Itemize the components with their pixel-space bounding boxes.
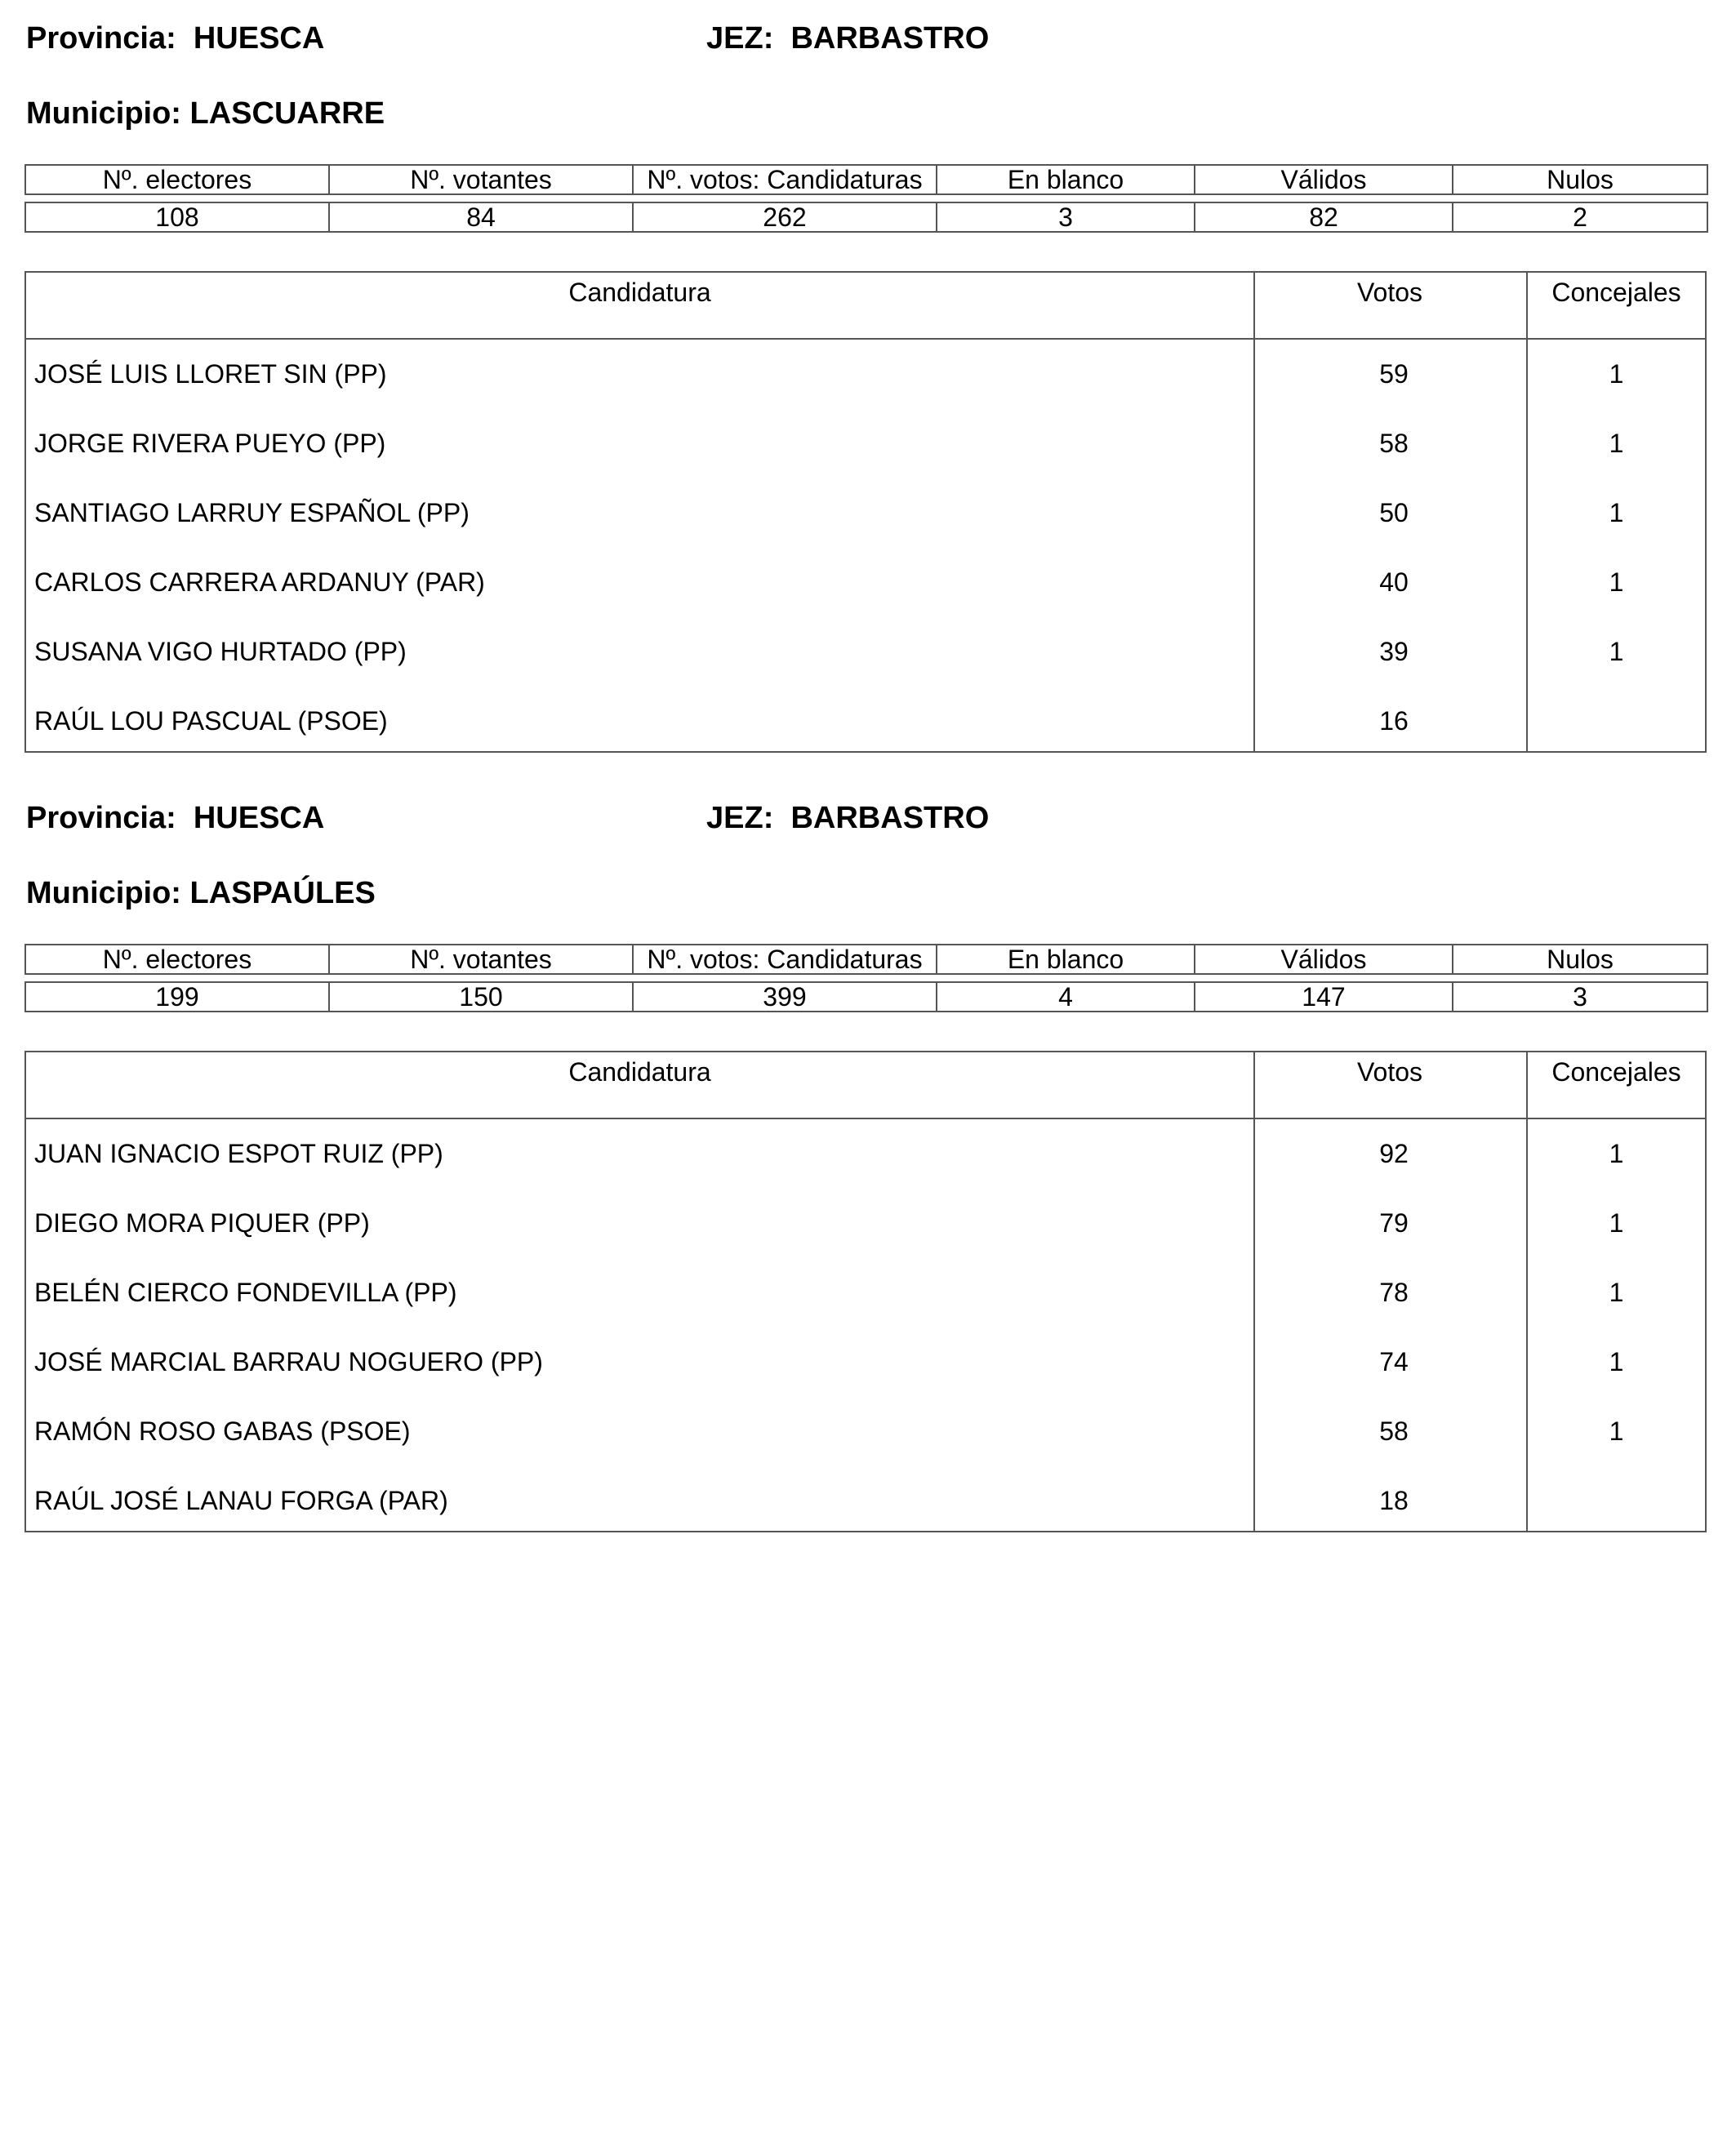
summary-value-en-blanco: 3 [937,202,1195,232]
summary-table [24,944,1708,1012]
summary-header-votos-candidaturas: Nº. votos: Candidaturas [633,945,937,974]
candidate-concejales: 1 [1609,1416,1624,1446]
results-header-concejales: Concejales [1551,278,1681,307]
candidate-row [26,1395,1705,1465]
candidate-concejales: 1 [1609,1347,1624,1376]
candidate-concejales: 1 [1609,429,1624,458]
candidate-name: SANTIAGO LARRUY ESPAÑOL (PP) [34,498,470,527]
results-header-row [26,1052,1705,1119]
summary-header-en-blanco: En blanco [937,945,1195,974]
summary-value-electores: 199 [25,982,329,1012]
summary-value-nulos: 3 [1453,982,1707,1012]
provincia-label: Provincia: [26,801,176,835]
candidate-row [26,1118,1705,1187]
candidate-name: RAMÓN ROSO GABAS (PSOE) [34,1416,411,1446]
candidate-concejales: 1 [1609,359,1624,389]
candidate-votes: 40 [1379,567,1409,597]
candidate-row [26,338,1705,407]
candidate-row [26,546,1705,616]
candidate-votes: 39 [1379,637,1409,666]
summary-header-votos-candidaturas: Nº. votos: Candidaturas [633,165,937,194]
jez-heading [706,803,989,834]
jez-value: BARBASTRO [790,21,990,56]
candidate-concejales: 1 [1609,567,1624,597]
candidate-name: DIEGO MORA PIQUER (PP) [34,1208,370,1238]
results-header-votos: Votos [1356,278,1423,307]
summary-table [24,164,1708,233]
candidate-row [26,616,1705,685]
summary-header-electores: Nº. electores [25,945,329,974]
provincia-heading [26,23,324,54]
summary-value-electores: 108 [25,202,329,232]
candidate-concejales: 1 [1609,1139,1624,1168]
candidate-name: RAÚL JOSÉ LANAU FORGA (PAR) [34,1486,448,1515]
candidate-row [26,1326,1705,1395]
results-header-candidatura: Candidatura [568,278,711,307]
jez-heading [706,23,989,54]
candidate-votes: 79 [1379,1208,1409,1238]
summary-value-votantes: 150 [329,982,633,1012]
summary-header-validos: Válidos [1195,945,1453,974]
results-header-concejales: Concejales [1551,1057,1681,1087]
candidate-name: JUAN IGNACIO ESPOT RUIZ (PP) [34,1139,443,1168]
summary-value-votantes: 84 [329,202,633,232]
provincia-value: HUESCA [193,21,325,56]
candidate-row [26,1187,1705,1256]
jez-label: JEZ: [706,801,774,835]
summary-header-row [25,945,1707,974]
summary-header-row [25,165,1707,194]
summary-value-votos-candidaturas: 399 [633,982,937,1012]
summary-header-votantes: Nº. votantes [329,165,633,194]
candidate-votes: 92 [1379,1139,1409,1168]
results-header-candidatura: Candidatura [568,1057,711,1087]
summary-header-en-blanco: En blanco [937,165,1195,194]
candidate-name: JORGE RIVERA PUEYO (PP) [34,429,386,458]
summary-header-validos: Válidos [1195,165,1453,194]
municipio-heading [26,98,385,129]
summary-value-row [25,982,1707,1012]
municipio-value: LASPAÚLES [189,876,376,910]
summary-value-row [25,202,1707,232]
candidate-name: JOSÉ LUIS LLORET SIN (PP) [34,359,387,389]
summary-value-validos: 147 [1195,982,1453,1012]
results-header-votos: Votos [1356,1057,1423,1087]
candidate-concejales: 1 [1609,498,1624,527]
candidate-name: CARLOS CARRERA ARDANUY (PAR) [34,567,485,597]
provincia-label: Provincia: [26,21,176,56]
candidate-votes: 58 [1379,429,1409,458]
candidate-row [26,1465,1705,1534]
results-header-row [26,273,1705,340]
provincia-heading [26,803,324,834]
results-table [24,271,1707,753]
summary-value-votos-candidaturas: 262 [633,202,937,232]
municipio-heading [26,878,376,909]
summary-value-en-blanco: 4 [937,982,1195,1012]
candidate-name: BELÉN CIERCO FONDEVILLA (PP) [34,1278,457,1307]
municipio-value: LASCUARRE [189,96,385,131]
municipio-label: Municipio: [26,876,181,910]
summary-header-nulos: Nulos [1453,945,1707,974]
candidate-votes: 16 [1379,706,1409,736]
summary-header-votantes: Nº. votantes [329,945,633,974]
candidate-row [26,407,1705,477]
candidate-concejales: 1 [1609,637,1624,666]
candidate-concejales: 1 [1609,1208,1624,1238]
summary-header-electores: Nº. electores [25,165,329,194]
summary-value-nulos: 2 [1453,202,1707,232]
candidate-votes: 50 [1379,498,1409,527]
candidate-votes: 18 [1379,1486,1409,1515]
candidate-row [26,477,1705,546]
candidate-votes: 74 [1379,1347,1409,1376]
candidate-votes: 59 [1379,359,1409,389]
candidate-votes: 78 [1379,1278,1409,1307]
jez-value: BARBASTRO [790,801,990,835]
candidate-name: RAÚL LOU PASCUAL (PSOE) [34,706,388,736]
candidate-row [26,1256,1705,1326]
candidate-name: SUSANA VIGO HURTADO (PP) [34,637,407,666]
municipio-section-1 [24,0,1707,759]
municipio-section-2 [24,780,1707,1539]
results-table [24,1051,1707,1532]
summary-value-validos: 82 [1195,202,1453,232]
summary-header-nulos: Nulos [1453,165,1707,194]
provincia-value: HUESCA [193,801,325,835]
candidate-row [26,685,1705,754]
municipio-label: Municipio: [26,96,181,131]
candidate-votes: 58 [1379,1416,1409,1446]
candidate-concejales: 1 [1609,1278,1624,1307]
candidate-name: JOSÉ MARCIAL BARRAU NOGUERO (PP) [34,1347,543,1376]
jez-label: JEZ: [706,21,774,56]
